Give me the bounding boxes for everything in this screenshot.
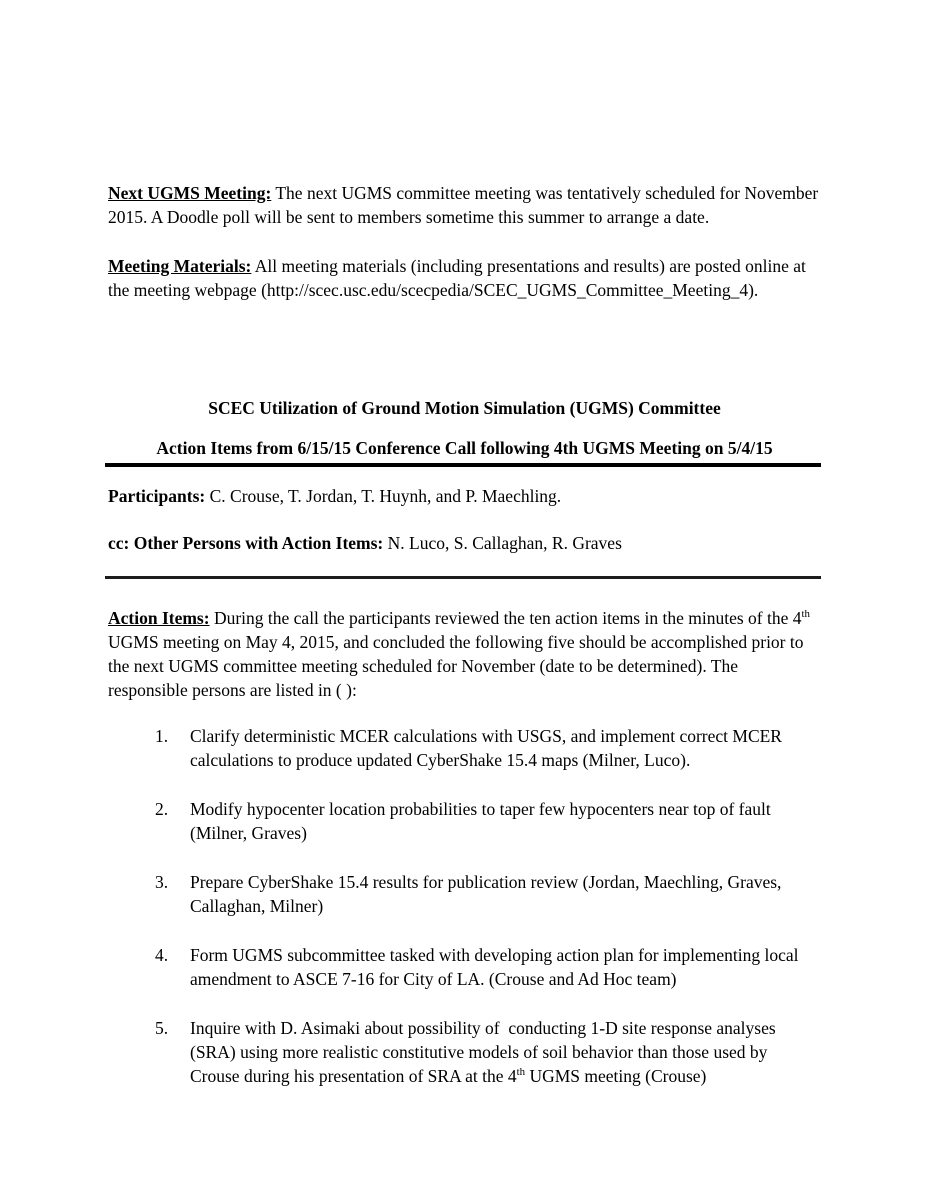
action-items-list bbox=[108, 724, 821, 1088]
participants-line bbox=[108, 484, 821, 508]
next-meeting-label: Next UGMS Meeting: bbox=[108, 183, 272, 203]
superscript-ordinal: th bbox=[801, 608, 810, 621]
list-item-number: 1. bbox=[155, 726, 169, 746]
list-item-number: 2. bbox=[155, 799, 169, 819]
list-item-body bbox=[190, 1016, 821, 1088]
superscript-ordinal: th bbox=[516, 1066, 526, 1079]
meeting-materials-paragraph bbox=[108, 254, 821, 302]
list-item-text-after-sup: UGMS meeting (Crouse) bbox=[525, 1066, 707, 1086]
thin-divider bbox=[105, 576, 821, 579]
list-item-body bbox=[190, 724, 821, 772]
document-title: SCEC Utilization of Ground Motion Simulation (UGMS) Committee bbox=[208, 398, 721, 418]
action-items-intro-before: During the call the participants reviewed the ten action items in the minutes of the 4 bbox=[209, 608, 802, 628]
list-item-number: 5. bbox=[155, 1018, 169, 1038]
participants-text: C. Crouse, T. Jordan, T. Huynh, and P. Maechling. bbox=[205, 486, 562, 506]
cc-label: cc: Other Persons with Action Items: bbox=[108, 533, 384, 553]
list-item-text-before-sup: Inquire with D. Asimaki about possibility of conducting 1-D site response analyses (SRA) using more realistic constitutive models of soil behavior than those used by Crouse during his presentation of SRA at the 4 bbox=[190, 1018, 781, 1086]
list-item-number: 4. bbox=[155, 945, 169, 965]
list-item bbox=[108, 943, 821, 991]
document-subtitle: Action Items from 6/15/15 Conference Call following 4th UGMS Meeting on 5/4/15 bbox=[156, 438, 773, 458]
action-items-label: Action Items: bbox=[108, 608, 210, 628]
meeting-materials-label: Meeting Materials: bbox=[108, 256, 252, 276]
list-item-body bbox=[190, 943, 821, 991]
document-content bbox=[108, 181, 821, 1113]
list-item bbox=[108, 870, 821, 918]
list-item-number: 3. bbox=[155, 872, 169, 892]
list-item-text: Prepare CyberShake 15.4 results for publication review (Jordan, Maechling, Graves, Callaghan, Milner) bbox=[190, 872, 786, 916]
list-item bbox=[108, 797, 821, 845]
list-item bbox=[108, 1016, 821, 1088]
thick-divider bbox=[105, 463, 821, 467]
list-item-body bbox=[190, 797, 821, 845]
list-item-text: Clarify deterministic MCER calculations with USGS, and implement correct MCER calculations to produce updated CyberShake 15.4 maps (Milner, Luco). bbox=[190, 726, 787, 770]
list-item bbox=[108, 724, 821, 772]
participants-label: Participants: bbox=[108, 486, 206, 506]
next-meeting-paragraph bbox=[108, 181, 821, 229]
cc-line bbox=[108, 531, 821, 555]
action-items-intro-paragraph bbox=[108, 606, 821, 702]
next-meeting-text: The next UGMS committee meeting was tentatively scheduled for November 2015. A Doodle poll will be sent to members sometime this summer to arrange a date. bbox=[108, 183, 823, 227]
list-item-text: Form UGMS subcommittee tasked with developing action plan for implementing local amendment to ASCE 7-16 for City of LA. (Crouse and Ad Hoc team) bbox=[190, 945, 803, 989]
list-item-text: Modify hypocenter location probabilities to taper few hypocenters near top of fault (Milner, Graves) bbox=[190, 799, 776, 843]
list-item-body bbox=[190, 870, 821, 918]
meeting-materials-text: All meeting materials (including presentations and results) are posted online at the meeting webpage (http://scec.usc.edu/scecpedia/SCEC_UGMS_Committee_Meeting_4). bbox=[108, 256, 811, 300]
action-items-intro-after: UGMS meeting on May 4, 2015, and concluded the following five should be accomplished prior to the next UGMS committee meeting scheduled for November (date to be determined). The responsible persons are listed in ( ): bbox=[108, 608, 815, 700]
cc-text: N. Luco, S. Callaghan, R. Graves bbox=[383, 533, 622, 553]
